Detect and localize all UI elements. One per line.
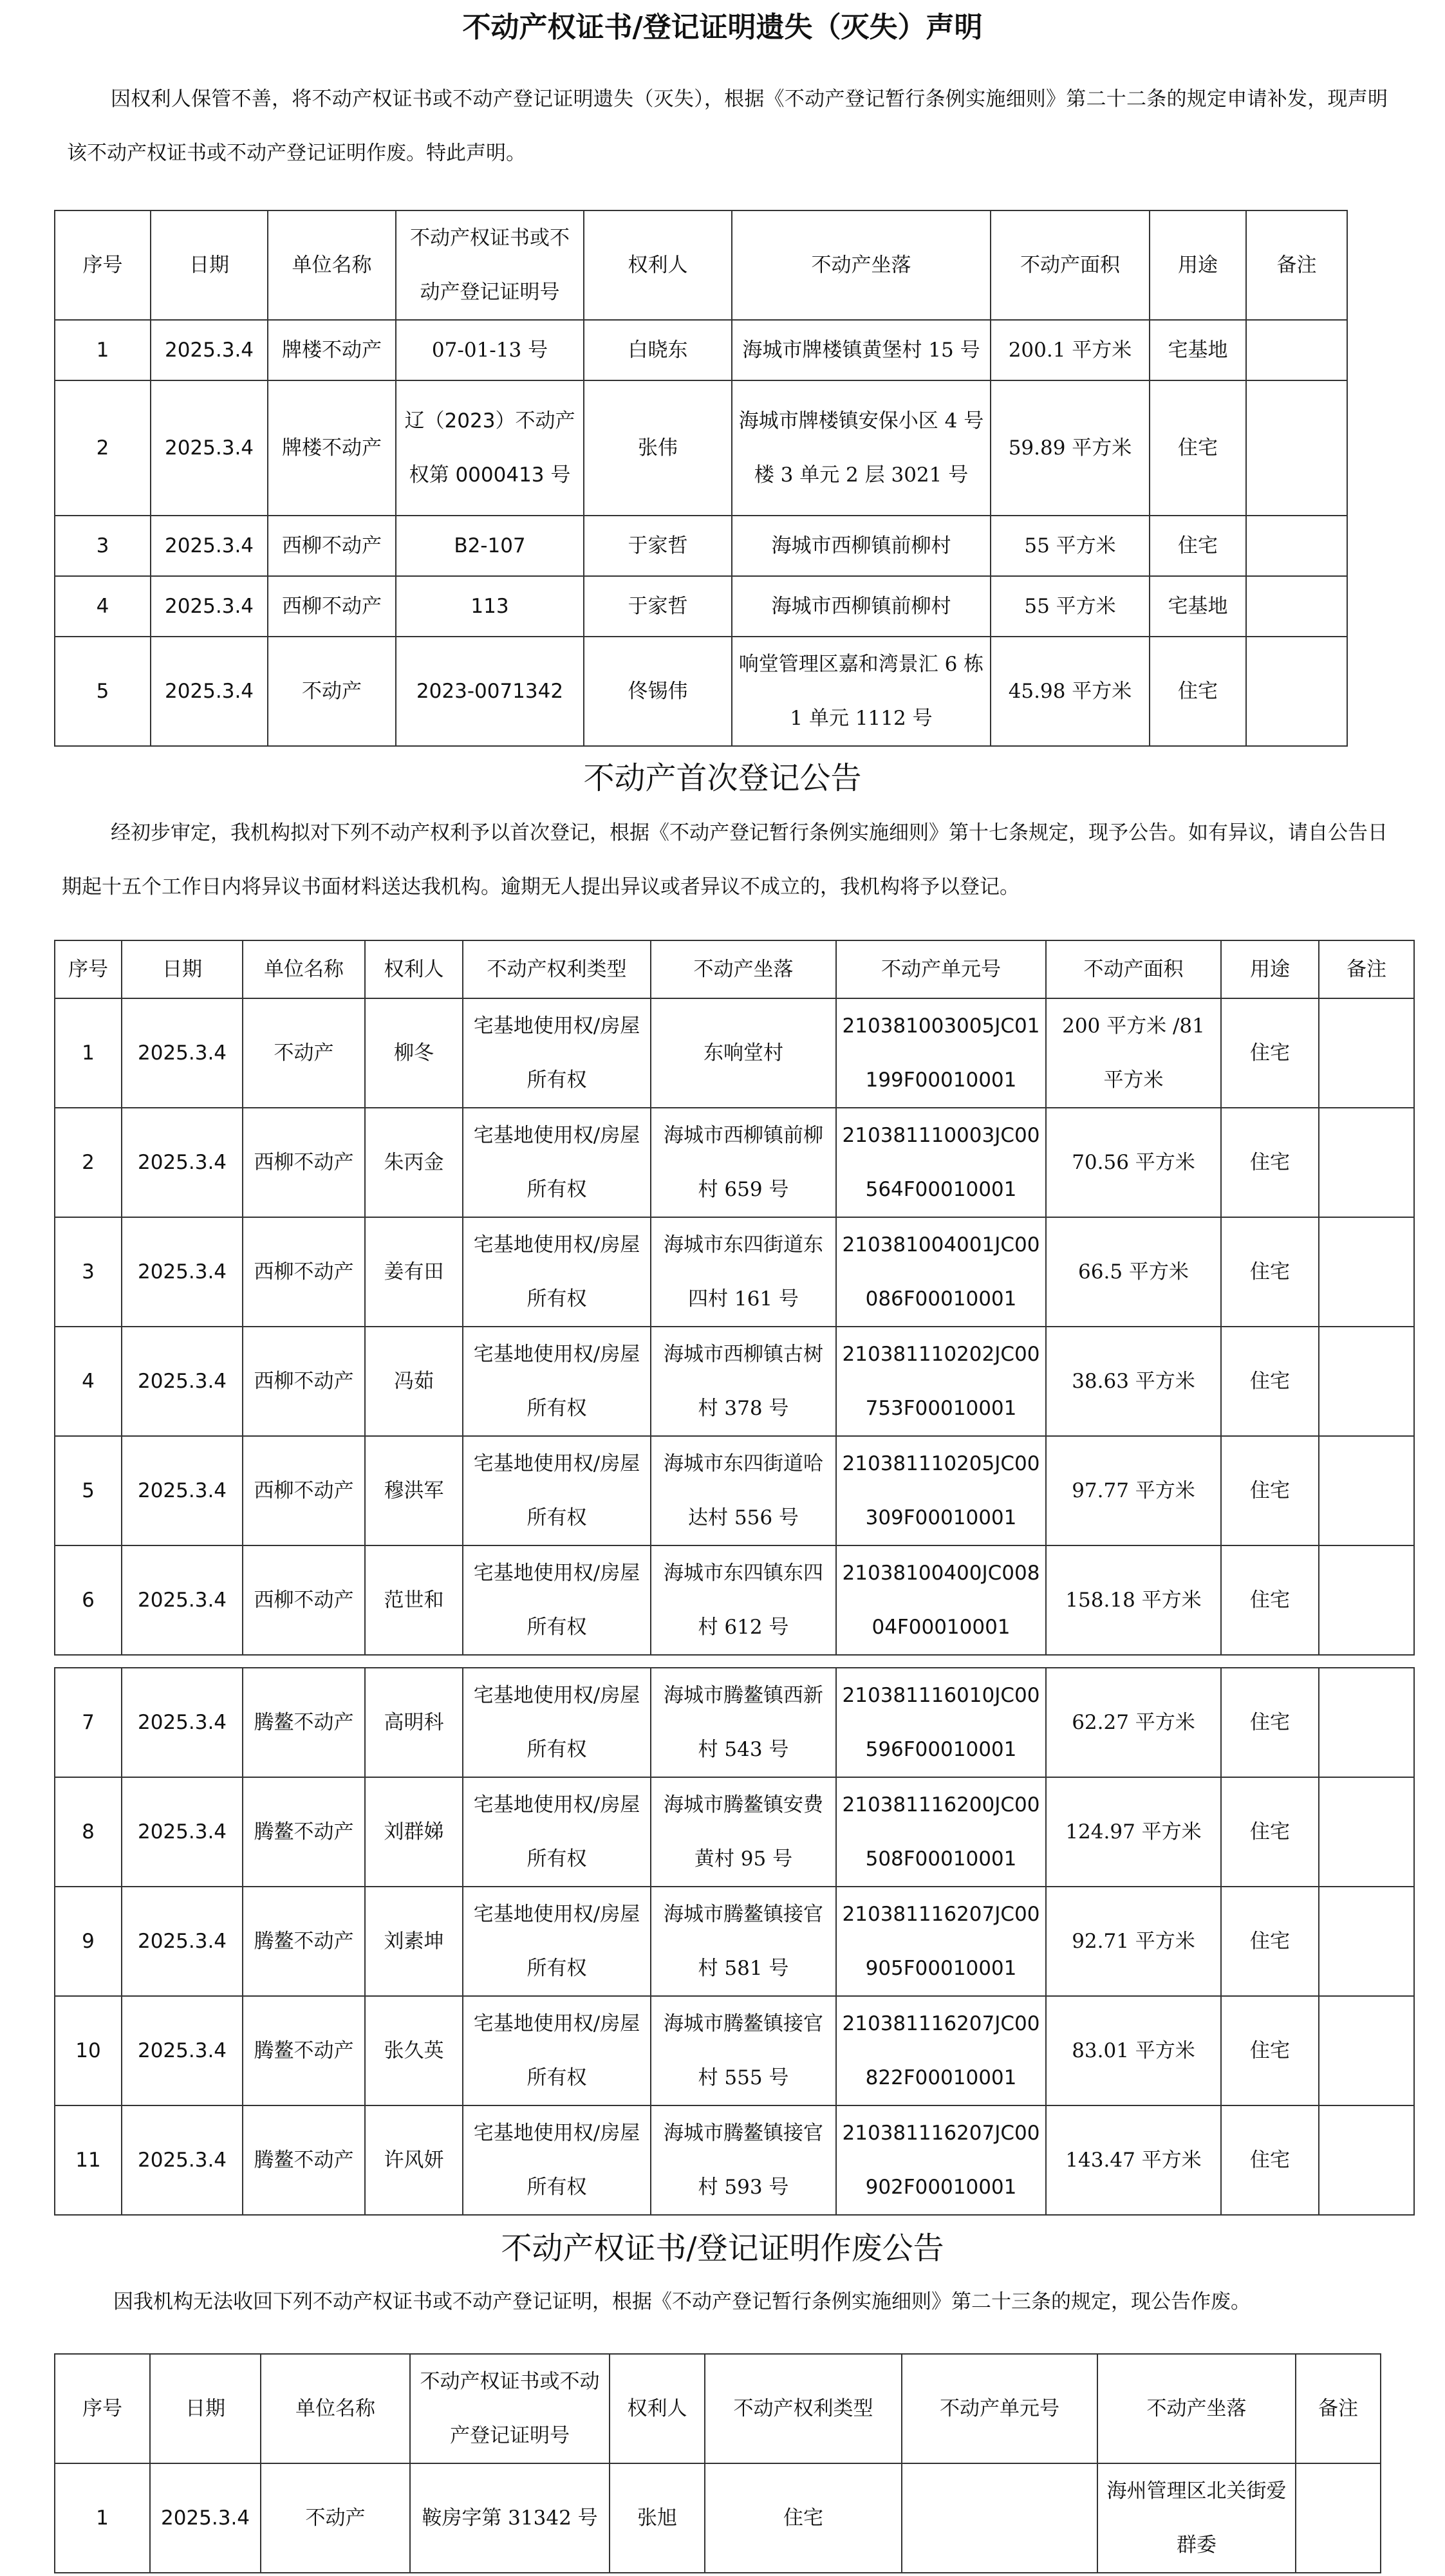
table-cell: 牌楼不动产 bbox=[268, 320, 396, 380]
table-row bbox=[55, 1777, 1414, 1887]
table-row bbox=[55, 1217, 1414, 1327]
table-cell: 210381004001JC00086F00010001 bbox=[836, 1217, 1046, 1327]
table-cell bbox=[1246, 380, 1347, 516]
table-cell: 2025.3.4 bbox=[122, 1327, 243, 1436]
table-row bbox=[55, 1327, 1414, 1436]
table-cell: 2 bbox=[55, 1108, 122, 1217]
table-cell: 于家哲 bbox=[584, 516, 732, 576]
table-cell: 210381116200JC00508F00010001 bbox=[836, 1777, 1046, 1887]
table-cell: 55 平方米 bbox=[991, 516, 1150, 576]
table-row bbox=[55, 1108, 1414, 1217]
table-cell: 冯茹 bbox=[365, 1327, 463, 1436]
table-cell: 西柳不动产 bbox=[243, 1436, 365, 1545]
table-cell: 海城市西柳镇前柳村 bbox=[732, 576, 991, 637]
table-cell: 住宅 bbox=[1150, 516, 1246, 576]
table-cell: 海城市牌楼镇安保小区 4 号楼 3 单元 2 层 3021 号 bbox=[732, 380, 991, 516]
column-header: 不动产权证书或不动产登记证明号 bbox=[396, 210, 584, 320]
first-registration-title: 不动产首次登记公告 bbox=[583, 760, 862, 796]
table-cell: 210381110202JC00753F00010001 bbox=[836, 1327, 1046, 1436]
table-cell: 刘素坤 bbox=[365, 1887, 463, 1996]
table-cell: 45.98 平方米 bbox=[991, 637, 1150, 746]
table-row bbox=[55, 1887, 1414, 1996]
table-cell bbox=[1246, 637, 1347, 746]
table-cell: 海城市腾鳌镇接官村 555 号 bbox=[651, 1996, 836, 2105]
table-cell bbox=[1246, 576, 1347, 637]
table-cell: 1 bbox=[55, 998, 122, 1108]
table-cell: 西柳不动产 bbox=[243, 1327, 365, 1436]
table-cell: 2025.3.4 bbox=[151, 576, 268, 637]
table-cell: 124.97 平方米 bbox=[1046, 1777, 1221, 1887]
column-header: 用途 bbox=[1221, 940, 1319, 998]
table-cell: 西柳不动产 bbox=[268, 576, 396, 637]
table-cell: 高明科 bbox=[365, 1668, 463, 1777]
table-cell: 2025.3.4 bbox=[151, 516, 268, 576]
table-cell: 宅基地使用权/房屋所有权 bbox=[463, 1108, 651, 1217]
table-cell: 住宅 bbox=[1150, 380, 1246, 516]
table-cell: 113 bbox=[396, 576, 584, 637]
table-cell: 143.47 平方米 bbox=[1046, 2105, 1221, 2215]
table-cell: 海城市腾鳌镇西新村 543 号 bbox=[651, 1668, 836, 1777]
table-cell: 2025.3.4 bbox=[151, 637, 268, 746]
table-row bbox=[55, 1545, 1414, 1655]
table-cell bbox=[1319, 1108, 1414, 1217]
table-cell: 2025.3.4 bbox=[122, 1545, 243, 1655]
void-notice-paragraph: 因我机构无法收回下列不动产权证书或不动产登记证明，根据《不动产登记暂行条例实施细则》第二十三条的规定，现公告作废。 bbox=[113, 2290, 1251, 2313]
lost-notice-table bbox=[54, 210, 1348, 747]
lost-table-header-row bbox=[55, 210, 1347, 320]
table-cell: 刘群娣 bbox=[365, 1777, 463, 1887]
table-cell: 宅基地使用权/房屋所有权 bbox=[463, 1777, 651, 1887]
table-cell: 158.18 平方米 bbox=[1046, 1545, 1221, 1655]
table-cell: 3 bbox=[55, 516, 151, 576]
table-row bbox=[55, 2463, 1381, 2573]
table-cell: 海城市牌楼镇黄堡村 15 号 bbox=[732, 320, 991, 380]
table-cell: 住宅 bbox=[705, 2463, 902, 2573]
table-cell: 辽（2023）不动产权第 0000413 号 bbox=[396, 380, 584, 516]
table-cell: 4 bbox=[55, 1327, 122, 1436]
column-header: 序号 bbox=[55, 210, 151, 320]
table-cell bbox=[1319, 1217, 1414, 1327]
table-cell: 9 bbox=[55, 1887, 122, 1996]
table-cell: 2025.3.4 bbox=[122, 2105, 243, 2215]
table-cell: 东响堂村 bbox=[651, 998, 836, 1108]
first-table-header-row bbox=[55, 940, 1414, 998]
table-cell bbox=[1296, 2463, 1381, 2573]
column-header: 不动产面积 bbox=[991, 210, 1150, 320]
column-header: 用途 bbox=[1150, 210, 1246, 320]
first-registration-table bbox=[54, 940, 1415, 1656]
table-cell: 宅基地使用权/房屋所有权 bbox=[463, 1996, 651, 2105]
table-row bbox=[55, 516, 1347, 576]
table-cell: 8 bbox=[55, 1777, 122, 1887]
table-cell: 59.89 平方米 bbox=[991, 380, 1150, 516]
table-cell: 5 bbox=[55, 1436, 122, 1545]
first-registration-table-continued bbox=[54, 1667, 1415, 2216]
table-cell: 住宅 bbox=[1221, 998, 1319, 1108]
table-cell: 2025.3.4 bbox=[122, 998, 243, 1108]
table-cell: 宅基地使用权/房屋所有权 bbox=[463, 1887, 651, 1996]
table-cell: 210381116010JC00596F00010001 bbox=[836, 1668, 1046, 1777]
column-header: 不动产面积 bbox=[1046, 940, 1221, 998]
column-header: 单位名称 bbox=[261, 2354, 410, 2463]
column-header: 日期 bbox=[122, 940, 243, 998]
table-cell: 不动产 bbox=[243, 998, 365, 1108]
table-cell: 姜有田 bbox=[365, 1217, 463, 1327]
table-cell: 海城市西柳镇前柳村 bbox=[732, 516, 991, 576]
table-cell: 腾鳌不动产 bbox=[243, 1668, 365, 1777]
table-cell: 宅基地使用权/房屋所有权 bbox=[463, 1545, 651, 1655]
column-header: 不动产坐落 bbox=[1097, 2354, 1296, 2463]
column-header: 序号 bbox=[55, 940, 122, 998]
table-cell: 张旭 bbox=[610, 2463, 705, 2573]
table-cell: 腾鳌不动产 bbox=[243, 1996, 365, 2105]
column-header: 权利人 bbox=[584, 210, 732, 320]
table-row bbox=[55, 2105, 1414, 2215]
table-cell bbox=[1319, 1887, 1414, 1996]
table-cell bbox=[1319, 1777, 1414, 1887]
table-cell: 97.77 平方米 bbox=[1046, 1436, 1221, 1545]
table-cell: 宅基地使用权/房屋所有权 bbox=[463, 2105, 651, 2215]
table-cell: 210381110205JC00309F00010001 bbox=[836, 1436, 1046, 1545]
table-cell: 2025.3.4 bbox=[151, 320, 268, 380]
table-cell bbox=[1246, 516, 1347, 576]
table-cell: 腾鳌不动产 bbox=[243, 1777, 365, 1887]
lost-notice-title: 不动产权证书/登记证明遗失（灭失）声明 bbox=[462, 11, 983, 44]
table-cell: 住宅 bbox=[1221, 1777, 1319, 1887]
table-cell: 210381116207JC00822F00010001 bbox=[836, 1996, 1046, 2105]
column-header: 备注 bbox=[1296, 2354, 1381, 2463]
void-notice-table bbox=[54, 2353, 1381, 2573]
column-header: 单位名称 bbox=[243, 940, 365, 998]
table-cell: 住宅 bbox=[1150, 637, 1246, 746]
table-cell bbox=[1319, 1545, 1414, 1655]
table-cell: 海城市西柳镇古树村 378 号 bbox=[651, 1327, 836, 1436]
table-cell: 宅基地使用权/房屋所有权 bbox=[463, 1327, 651, 1436]
table-cell: 1 bbox=[55, 320, 151, 380]
table-cell: 宅基地使用权/房屋所有权 bbox=[463, 998, 651, 1108]
column-header: 备注 bbox=[1319, 940, 1414, 998]
table-cell: 海城市东四镇东四村 612 号 bbox=[651, 1545, 836, 1655]
table-cell bbox=[1319, 1996, 1414, 2105]
table-cell: 2025.3.4 bbox=[122, 1108, 243, 1217]
column-header: 不动产权利类型 bbox=[705, 2354, 902, 2463]
table-cell: 于家哲 bbox=[584, 576, 732, 637]
table-cell bbox=[1319, 1327, 1414, 1436]
table-cell: 21038100400JC00804F00010001 bbox=[836, 1545, 1046, 1655]
table-cell: 住宅 bbox=[1221, 1668, 1319, 1777]
table-cell: 70.56 平方米 bbox=[1046, 1108, 1221, 1217]
table-row bbox=[55, 998, 1414, 1108]
column-header: 序号 bbox=[55, 2354, 150, 2463]
table-cell: 210381110003JC00564F00010001 bbox=[836, 1108, 1046, 1217]
table-cell: 38.63 平方米 bbox=[1046, 1327, 1221, 1436]
table-cell: 牌楼不动产 bbox=[268, 380, 396, 516]
table-cell: 住宅 bbox=[1221, 2105, 1319, 2215]
table-cell bbox=[1319, 998, 1414, 1108]
column-header: 单位名称 bbox=[268, 210, 396, 320]
table-cell: 2025.3.4 bbox=[122, 1887, 243, 1996]
table-cell: 10 bbox=[55, 1996, 122, 2105]
table-cell: 住宅 bbox=[1221, 1217, 1319, 1327]
table-cell: 不动产 bbox=[261, 2463, 410, 2573]
table-cell: 6 bbox=[55, 1545, 122, 1655]
table-row bbox=[55, 1996, 1414, 2105]
column-header: 不动产坐落 bbox=[651, 940, 836, 998]
table-cell: 宅基地 bbox=[1150, 576, 1246, 637]
table-cell: 200 平方米 /81 平方米 bbox=[1046, 998, 1221, 1108]
table-cell: 4 bbox=[55, 576, 151, 637]
table-cell: 2025.3.4 bbox=[150, 2463, 261, 2573]
table-cell bbox=[902, 2463, 1097, 2573]
table-cell: 张伟 bbox=[584, 380, 732, 516]
table-cell: 210381116207JC00902F00010001 bbox=[836, 2105, 1046, 2215]
table-cell: 1 bbox=[55, 2463, 150, 2573]
table-cell: 白晓东 bbox=[584, 320, 732, 380]
table-cell: 海城市腾鳌镇接官村 593 号 bbox=[651, 2105, 836, 2215]
table-cell: 宅基地使用权/房屋所有权 bbox=[463, 1668, 651, 1777]
table-cell: 3 bbox=[55, 1217, 122, 1327]
column-header: 不动产单元号 bbox=[836, 940, 1046, 998]
column-header: 权利人 bbox=[610, 2354, 705, 2463]
table-cell: 西柳不动产 bbox=[268, 516, 396, 576]
table-cell: 210381003005JC01199F00010001 bbox=[836, 998, 1046, 1108]
table-cell: 西柳不动产 bbox=[243, 1217, 365, 1327]
table-cell: 2025.3.4 bbox=[122, 1668, 243, 1777]
table-cell: 海城市西柳镇前柳村 659 号 bbox=[651, 1108, 836, 1217]
table-cell: 佟锡伟 bbox=[584, 637, 732, 746]
column-header: 权利人 bbox=[365, 940, 463, 998]
column-header: 不动产坐落 bbox=[732, 210, 991, 320]
table-cell: 海城市东四街道东四村 161 号 bbox=[651, 1217, 836, 1327]
table-row bbox=[55, 1668, 1414, 1777]
table-cell: 62.27 平方米 bbox=[1046, 1668, 1221, 1777]
table-cell: 07-01-13 号 bbox=[396, 320, 584, 380]
table-cell: 响堂管理区嘉和湾景汇 6 栋 1 单元 1112 号 bbox=[732, 637, 991, 746]
column-header: 日期 bbox=[151, 210, 268, 320]
table-cell bbox=[1319, 1668, 1414, 1777]
table-row bbox=[55, 320, 1347, 380]
table-cell: 7 bbox=[55, 1668, 122, 1777]
table-cell: 海城市东四街道哈达村 556 号 bbox=[651, 1436, 836, 1545]
table-cell: 许风妍 bbox=[365, 2105, 463, 2215]
void-table-header-row bbox=[55, 2354, 1381, 2463]
table-cell: 西柳不动产 bbox=[243, 1545, 365, 1655]
table-cell: 西柳不动产 bbox=[243, 1108, 365, 1217]
column-header: 不动产单元号 bbox=[902, 2354, 1097, 2463]
table-cell: 海城市腾鳌镇接官村 581 号 bbox=[651, 1887, 836, 1996]
table-cell: 2 bbox=[55, 380, 151, 516]
table-cell: 穆洪军 bbox=[365, 1436, 463, 1545]
table-row bbox=[55, 576, 1347, 637]
column-header: 日期 bbox=[150, 2354, 261, 2463]
table-row bbox=[55, 380, 1347, 516]
table-cell: 腾鳌不动产 bbox=[243, 1887, 365, 1996]
table-cell: 住宅 bbox=[1221, 1327, 1319, 1436]
table-cell: 柳冬 bbox=[365, 998, 463, 1108]
table-cell bbox=[1319, 1436, 1414, 1545]
table-cell: 宅基地 bbox=[1150, 320, 1246, 380]
table-cell: 海州管理区北关街爱群委 bbox=[1097, 2463, 1296, 2573]
table-cell: 92.71 平方米 bbox=[1046, 1887, 1221, 1996]
table-cell: 2025.3.4 bbox=[122, 1777, 243, 1887]
table-cell: 11 bbox=[55, 2105, 122, 2215]
table-cell bbox=[1319, 2105, 1414, 2215]
table-cell: 66.5 平方米 bbox=[1046, 1217, 1221, 1327]
table-cell: 宅基地使用权/房屋所有权 bbox=[463, 1436, 651, 1545]
first-registration-paragraph: 经初步审定，我机构拟对下列不动产权利予以首次登记，根据《不动产登记暂行条例实施细则》第十七条规定，现予公告。如有异议，请自公告日期起十五个工作日内将异议书面材料送达我机构。逾期无人提出异议或者异议不成立的，我机构将予以登记。 bbox=[62, 821, 1388, 899]
table-cell: 宅基地使用权/房屋所有权 bbox=[463, 1217, 651, 1327]
table-cell: 海城市腾鳌镇安费黄村 95 号 bbox=[651, 1777, 836, 1887]
table-cell: 住宅 bbox=[1221, 1887, 1319, 1996]
table-cell: 2025.3.4 bbox=[151, 380, 268, 516]
table-cell: B2-107 bbox=[396, 516, 584, 576]
table-cell: 2025.3.4 bbox=[122, 1436, 243, 1545]
lost-notice-paragraph: 因权利人保管不善，将不动产权证书或不动产登记证明遗失（灭失），根据《不动产登记暂行条例实施细则》第二十二条的规定申请补发，现声明该不动产权证书或不动产登记证明作废。特此声明。 bbox=[67, 88, 1388, 165]
column-header: 不动产权利类型 bbox=[463, 940, 651, 998]
table-cell: 腾鳌不动产 bbox=[243, 2105, 365, 2215]
void-notice-title: 不动产权证书/登记证明作废公告 bbox=[501, 2230, 944, 2266]
table-cell: 住宅 bbox=[1221, 1108, 1319, 1217]
table-cell: 不动产 bbox=[268, 637, 396, 746]
table-cell: 5 bbox=[55, 637, 151, 746]
table-cell: 住宅 bbox=[1221, 1436, 1319, 1545]
table-cell: 鞍房字第 31342 号 bbox=[410, 2463, 610, 2573]
table-cell: 住宅 bbox=[1221, 1996, 1319, 2105]
table-cell: 范世和 bbox=[365, 1545, 463, 1655]
column-header: 备注 bbox=[1246, 210, 1347, 320]
table-cell: 200.1 平方米 bbox=[991, 320, 1150, 380]
table-row bbox=[55, 637, 1347, 746]
table-cell: 83.01 平方米 bbox=[1046, 1996, 1221, 2105]
table-cell bbox=[1246, 320, 1347, 380]
table-cell: 张久英 bbox=[365, 1996, 463, 2105]
table-cell: 住宅 bbox=[1221, 1545, 1319, 1655]
column-header: 不动产权证书或不动产登记证明号 bbox=[410, 2354, 610, 2463]
table-cell: 55 平方米 bbox=[991, 576, 1150, 637]
table-row bbox=[55, 1436, 1414, 1545]
table-cell: 朱丙金 bbox=[365, 1108, 463, 1217]
table-cell: 2023-0071342 bbox=[396, 637, 584, 746]
table-cell: 2025.3.4 bbox=[122, 1996, 243, 2105]
table-cell: 2025.3.4 bbox=[122, 1217, 243, 1327]
table-cell: 210381116207JC00905F00010001 bbox=[836, 1887, 1046, 1996]
